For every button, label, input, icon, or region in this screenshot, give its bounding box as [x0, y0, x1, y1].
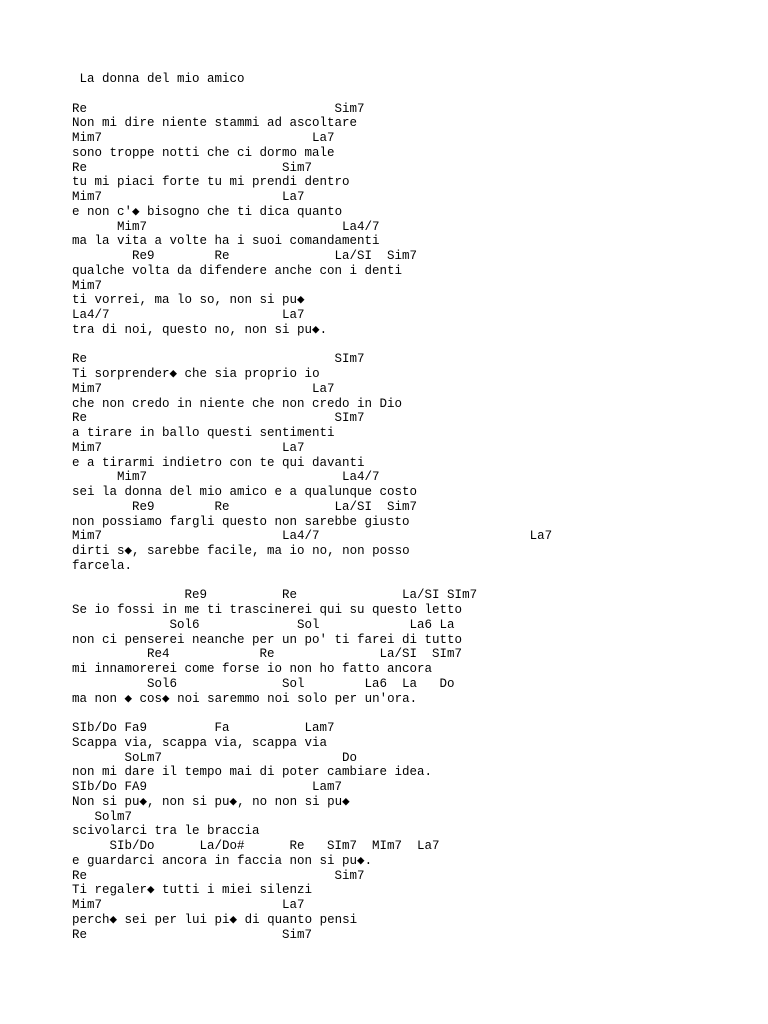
lyric-line: e guardarci ancora in faccia non si pu◆.	[72, 853, 373, 868]
lyric-line: a tirare in ballo questi sentimenti	[72, 426, 335, 440]
lyric-line: non mi dare il tempo mai di poter cambiare idea.	[72, 765, 433, 780]
lyric-line: non ci penserei neanche per un po' ti farei di tutto	[72, 632, 463, 647]
blank-line	[72, 338, 762, 353]
lyric-line: Ti regaler◆ tutti i miei silenzi	[72, 883, 313, 898]
lyric-line: Non si pu◆, non si pu◆, no non si pu◆	[72, 794, 350, 809]
lyric-line: tra di noi, questo no, non si pu◆.	[72, 322, 328, 337]
lyric-line: sono troppe notti che ci dormo male	[72, 145, 335, 160]
chord-line: Sol6 Sol La6 La	[72, 617, 455, 632]
chord-line: Re Sim7	[72, 868, 365, 883]
chord-line: Re SIm7	[72, 411, 365, 426]
lyric-line: mi innamorerei come forse io non ho fatto ancora	[72, 662, 433, 676]
lyric-line: Ti sorprender◆ che sia proprio io	[72, 367, 320, 381]
chord-line: Mim7	[72, 278, 103, 293]
lyric-line: ti vorrei, ma lo so, non si pu◆	[72, 293, 305, 308]
lyric-line: ma non ◆ cos◆ noi saremmo noi solo per un'ora.	[72, 691, 418, 706]
chord-line: Re Sim7	[72, 101, 365, 116]
chord-line: Mim7 La7	[72, 440, 305, 455]
blank-line	[72, 574, 762, 589]
lyric-line: e non c'◆ bisogno che ti dica quanto	[72, 204, 343, 219]
chord-line: SIb/Do FA9 Lam7	[72, 780, 343, 794]
chord-line: Mim7 La7	[72, 381, 335, 396]
lyric-line: qualche volta da difendere anche con i denti	[72, 263, 403, 278]
chord-line: Re Sim7	[72, 927, 313, 942]
chord-line: Solm7	[72, 809, 133, 824]
chord-line: Mim7 La4/7 La7	[72, 529, 553, 544]
lyric-line: tu mi piaci forte tu mi prendi dentro	[72, 175, 350, 190]
lyric-line: ma la vita a volte ha i suoi comandamenti	[72, 234, 380, 249]
chord-line: SoLm7 Do	[72, 750, 358, 765]
lyric-line: dirti s◆, sarebbe facile, ma io no, non posso	[72, 544, 410, 558]
blank-line	[72, 87, 762, 102]
chord-line: Re4 Re La/SI SIm7	[72, 647, 463, 662]
chord-line: SIb/Do La/Do# Re SIm7 MIm7 La7	[72, 839, 440, 853]
lyric-line: Scappa via, scappa via, scappa via	[72, 735, 328, 750]
chord-line: Re SIm7	[72, 352, 365, 367]
lyric-line: Non mi dire niente stammi ad ascoltare	[72, 116, 358, 131]
chord-line: Mim7 La7	[72, 898, 305, 912]
chord-line: Re9 Re La/SI Sim7	[72, 249, 418, 263]
chord-line: SIb/Do Fa9 Fa Lam7	[72, 721, 335, 735]
chord-line: Mim7 La7	[72, 131, 335, 145]
lyric-line: e a tirarmi indietro con te qui davanti	[72, 455, 365, 470]
chord-line: Mim7 La4/7	[72, 470, 380, 485]
lyric-line: non possiamo fargli questo non sarebbe giusto	[72, 514, 410, 529]
lyric-line: farcela.	[72, 558, 133, 573]
blank-line	[72, 706, 762, 721]
chord-line: Re Sim7	[72, 160, 313, 175]
lyric-line: scivolarci tra le braccia	[72, 824, 260, 839]
lyric-line: perch◆ sei per lui pi◆ di quanto pensi	[72, 912, 358, 927]
chord-line: Re9 Re La/SI SIm7	[72, 588, 478, 603]
song-title: La donna del mio amico	[72, 72, 245, 86]
chord-line: La4/7 La7	[72, 308, 305, 322]
lyric-line: Se io fossi in me ti trascinerei qui su questo letto	[72, 603, 463, 617]
song-sheet	[72, 72, 762, 942]
chord-line: Re9 Re La/SI Sim7	[72, 499, 418, 514]
lyric-line: sei la donna del mio amico e a qualunque costo	[72, 485, 418, 499]
chord-line: Mim7 La7	[72, 190, 305, 204]
chord-line: Sol6 Sol La6 La Do	[72, 676, 455, 691]
lyric-line: che non credo in niente che non credo in Dio	[72, 396, 403, 411]
chord-line: Mim7 La4/7	[72, 219, 380, 234]
